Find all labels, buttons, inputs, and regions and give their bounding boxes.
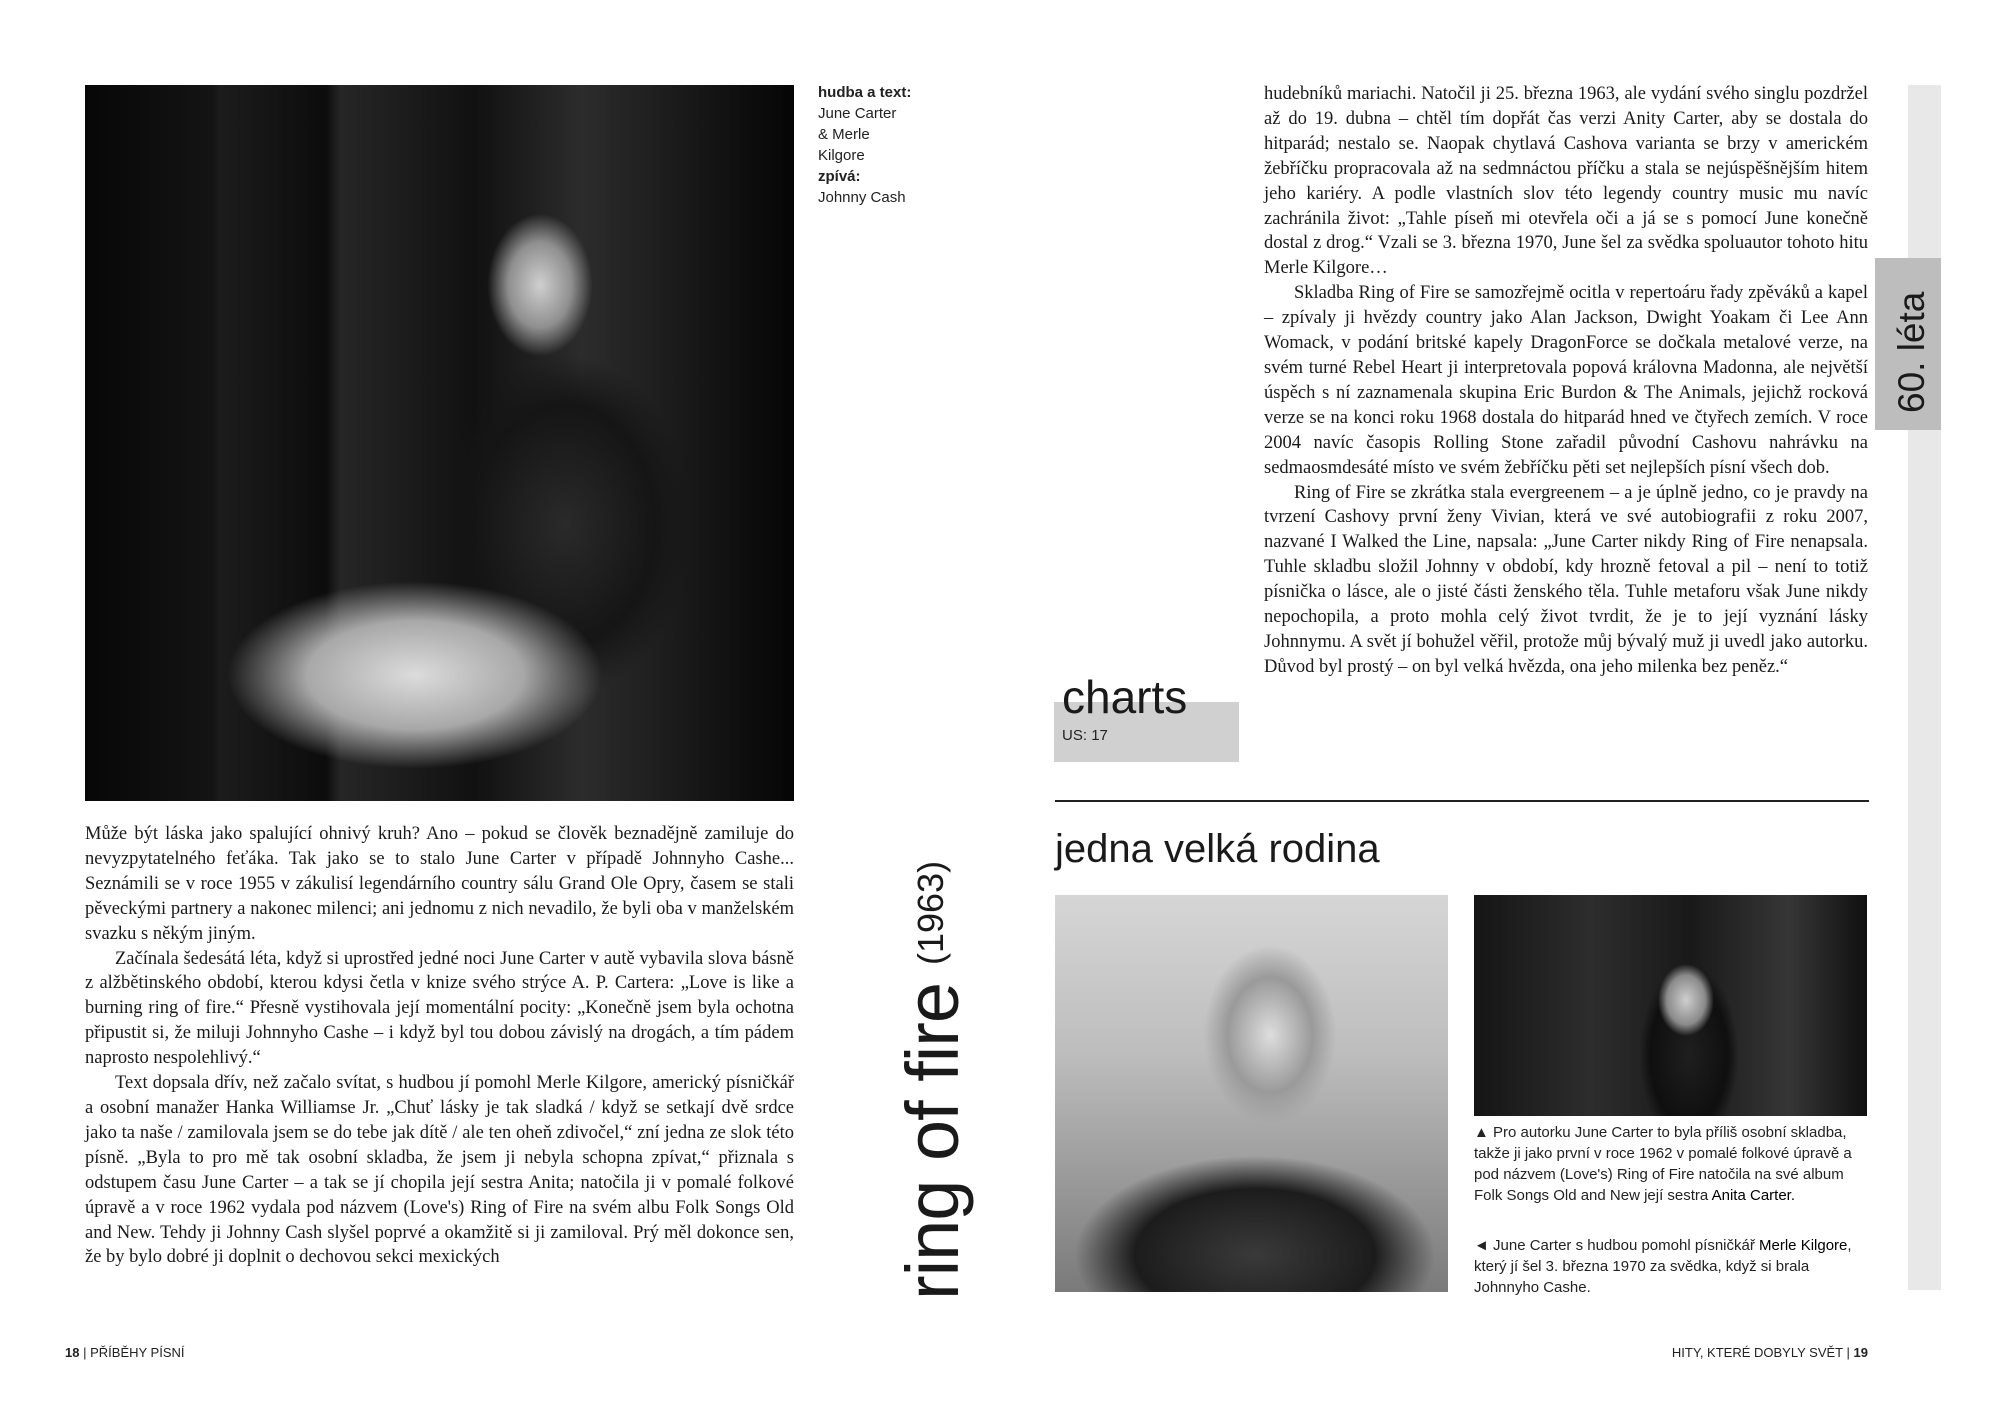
charts-us-label: US: [1062, 727, 1088, 744]
triangle-left-icon: ◄ [1474, 1237, 1489, 1254]
paragraph: Text dopsala dřív, než začalo svítat, s hudbou jí pomohl Merle Kilgore, americký písničkář a osobní manažer Hanka Williamse Jr. „Chuť lásky je tak sladká / když se setkají dvě srdce jako ta naše / zamilovala jsem se do tebe jak dítě / ale ten oheň zdivočel,“ zní jedna ze slok této písně. „Byla to pro mě tak osobní skladba, že jsem ji nebyla schopna zpívat,“ přiznala s odstupem času June Carter – a tak se jí chopila její sestra Anita; natočila ji v pomalé folkové úpravě a v roce 1962 vydala pod názvem (Love's) Ring of Fire na svém albu Folk Songs Old and New. Tehdy ji Johnny Cash slyšel poprvé a okamžitě si ji zamiloval. Prý měl dokonce sen, že by bylo dobré ji doplnit o dechovou sekci mexických [85, 1073, 794, 1268]
song-credits [818, 82, 958, 208]
footer-left [65, 1345, 185, 1360]
caption-anita-text: Pro autorku June Carter to byla příliš osobní skladba, takže ji jako první v roce 1962 v pomalé folkové úpravě a pod názvem (Love's) Ring of Fire natočila na své album Folk Songs Old and New její sestra [1474, 1124, 1852, 1204]
charts-us-value: 17 [1091, 727, 1108, 744]
johnny-cash-photo [85, 85, 794, 801]
caption-anita [1474, 1122, 1874, 1206]
song-title: ring of fire [891, 982, 974, 1300]
caption-kilgore-text-2: , který jí šel 3. března 1970 za svědka, když si brala Johnnyho Cashe. [1474, 1237, 1852, 1296]
section-title: jedna velká rodina [1055, 827, 1380, 871]
page-number-right: 19 [1853, 1345, 1868, 1360]
paragraph: Začínala šedesátá léta, když si uprostřed jedné noci June Carter v autě vybavila slova básně z alžbětinského období, kterou kdysi četla v knize svého strýce A. P. Cartera: „Love is like a burning ring of fire.“ Přesně vystihovala její momentální pocity: „Konečně jsem byla ochotna připustit si, že miluji Johnnyho Cashe – i když byl tou dobou závislý na drogách, a tím pádem naprosto nespolehlivý.“ [85, 948, 794, 1069]
section-divider [1055, 800, 1869, 802]
right-text-column [1264, 82, 1868, 680]
footer-left-title: PŘÍBĚHY PÍSNÍ [90, 1345, 185, 1360]
footer-separator: | [1846, 1345, 1850, 1360]
footer-right-title: HITY, KTERÉ DOBYLY SVĚT [1671, 1345, 1843, 1360]
caption-anita-name: Anita Carter. [1711, 1187, 1795, 1204]
paragraph: Může být láska jako spalující ohnivý kruh? Ano – pokud se člověk beznadějně zamiluje do nevyzpytatelného feťáka. Tak jako se to stalo June Carter v případě Johnnyho Cashe... Seznámili se v roce 1955 v zákulisí legendárního country sálu Grand Ole Opry, časem se stali pěveckými partnery a nakonec milenci; ani jednomu z nich nevadilo, že byli oba v manželském svazku s někým jiným. [85, 824, 794, 944]
song-title-vertical [760, 820, 974, 1300]
singer-value: Johnny Cash [818, 189, 906, 206]
music-value-1: June Carter [818, 105, 897, 122]
footer-separator: | [83, 1345, 87, 1360]
triangle-up-icon: ▲ [1474, 1124, 1489, 1141]
footer-right [1672, 1345, 1868, 1360]
charts-us [1062, 727, 1108, 744]
left-text-column [85, 822, 794, 1270]
song-year: (1963) [910, 860, 951, 965]
decade-label-wrap [1875, 258, 1941, 430]
paragraph: Ring of Fire se zkrátka stala evergreenem – a je úplně jedno, co je pravdy na tvrzení Cashovy první ženy Vivian, která ve své autobiografii z roku 2007, nazvané I Walked the Line, napsala: „June Carter nikdy Ring of Fire nenapsala. Tuhle skladbu složil Johnny v období, kdy hrozně fetoval a pil – není to totiž písnička o lásce, ale o jisté části ženského těla. Tuhle metaforu však June nikdy nepochopila, a proto mohla celý život tvrdit, že je to její vyznání lásky Johnnymu. A svět jí bohužel věřil, protože můj bývalý muž ji uvedl jako autorku. Důvod byl prostý – on byl velká hvězda, ona jeho milenka bez peněz.“ [1264, 482, 1868, 677]
caption-kilgore-name: Merle Kilgore [1759, 1237, 1848, 1254]
singer-label: zpívá: [818, 168, 861, 185]
charts-title: charts [1062, 671, 1188, 723]
caption-kilgore [1474, 1235, 1874, 1298]
music-value-2: & Merle [818, 126, 870, 143]
page-number-left: 18 [65, 1345, 80, 1360]
anita-carter-photo [1474, 895, 1867, 1116]
decade-label: 60. léta [1891, 291, 1932, 413]
music-value-3: Kilgore [818, 147, 865, 164]
caption-kilgore-text-1: June Carter s hudbou pomohl písničkář [1493, 1237, 1755, 1254]
paragraph: hudebníků mariachi. Natočil ji 25. března 1963, ale vydání svého singlu pozdržel až do 19. dubna – chtěl tím dopřát čas verzi Anity Carter, aby se dostala do hitparád; nestalo se. Naopak chytlavá Cashova varianta se brzy v americkém žebříčku propracovala až na sedmnáctou příčku a stala se nejúspěšnějším hitem jeho kariéry. A podle vlastních slov této legendy country music mu navíc zachránila život: „Tahle píseň mi otevřela oči a já se s pomocí June konečně dostal z drog.“ Vzali se 3. března 1970, June šel za svědka spoluautor tohoto hitu Merle Kilgore… [1264, 84, 1868, 279]
merle-kilgore-photo [1055, 895, 1448, 1292]
music-label: hudba a text: [818, 84, 912, 101]
paragraph: Skladba Ring of Fire se samozřejmě ocitla v repertoáru řady zpěváků a kapel – zpívaly ji hvězdy country jako Alan Jackson, Dwight Yoakam či Lee Ann Womack, v podání britské kapely DragonForce se dočkala metalové verze, na svém turné Rebel Heart ji interpretovala popová královna Madonna, ale největší úspěch s ní zaznamenala skupina Eric Burdon & The Animals, jejichž rocková verze se na konci roku 1968 dostala do hitparád hned ve čtyřech zemích. V roce 2004 navíc časopis Rolling Stone zařadil původní Cashovu nahrávku na sedmaosmdesáté místo ve svém žebříčku pěti set nejlepších písní všech dob. [1264, 283, 1868, 478]
